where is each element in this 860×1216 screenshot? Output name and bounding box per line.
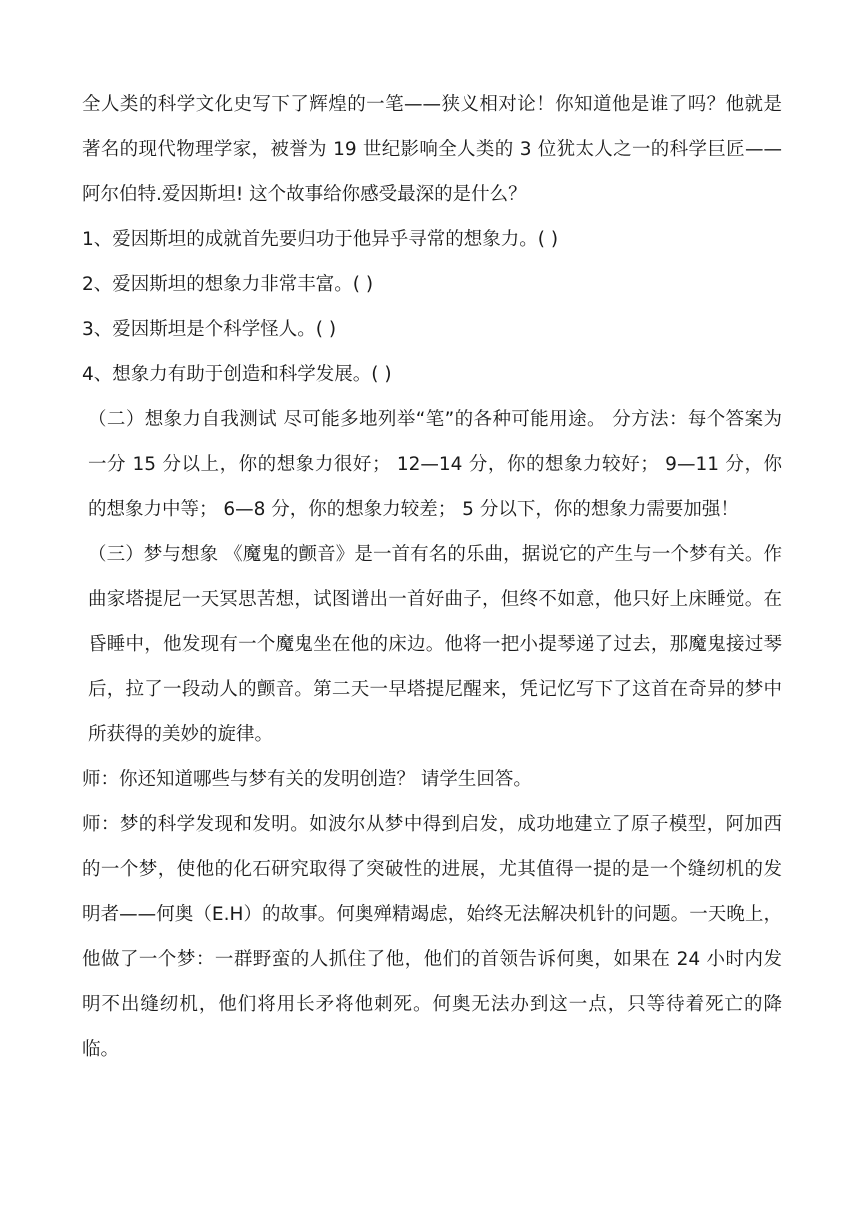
teacher-question: 师：你还知道哪些与梦有关的发明创造？ 请学生回答。 xyxy=(82,769,532,790)
question-4: 4、想象力有助于创造和科学发展。( ) xyxy=(82,364,392,385)
section-imagination-test: （二）想象力自我测试 尽可能多地列举“笔”的各种可能用途。 分方法：每个答案为一分 15 分以上，你的想象力很好； 12—14 分，你的想象力较好； 9—11 分，你的想象力中等； 6—8 分，你的想象力较差； 5 分以下，你的想象力需要加强！ xyxy=(88,409,782,520)
question-2: 2、爱因斯坦的想象力非常丰富。( ) xyxy=(82,274,374,295)
teacher-dream-inventions: 师：梦的科学发现和发明。如波尔从梦中得到启发，成功地建立了原子模型，阿加西的一个梦，使他的化石研究取得了突破性的进展，尤其值得一提的是一个缝纫机的发明者——何奥（E.H）的故事。何奥殚精竭虑，始终无法解决机针的问题。一天晚上，他做了一个梦：一群野蛮的人抓住了他，他们的首领告诉何奥，如果在 24 小时内发明不出缝纫机，他们将用长矛将他刺死。何奥无法办到这一点，只等待着死亡的降临。 xyxy=(82,814,782,1060)
einstein-story-paragraph: 全人类的科学文化史写下了辉煌的一笔——狭义相对论！你知道他是谁了吗？他就是著名的现代物理学家，被誉为 19 世纪影响全人类的 3 位犹太人之一的科学巨匠——阿尔伯特.爱因斯坦! 这个故事给你感受最深的是什么？ xyxy=(82,94,782,205)
section-dream-and-imagination: （三）梦与想象 《魔鬼的颤音》是一首有名的乐曲，据说它的产生与一个梦有关。作曲家塔提尼一天冥思苦想，试图谱出一首好曲子，但终不如意，他只好上床睡觉。在昏睡中，他发现有一个魔鬼坐在他的床边。他将一把小提琴递了过去，那魔鬼接过琴后，拉了一段动人的颤音。第二天一早塔提尼醒来，凭记忆写下了这首在奇异的梦中所获得的美妙的旋律。 xyxy=(88,544,782,745)
question-1: 1、爱因斯坦的成就首先要归功于他异乎寻常的想象力。( ) xyxy=(82,229,559,250)
question-3: 3、爱因斯坦是个科学怪人。( ) xyxy=(82,319,337,340)
